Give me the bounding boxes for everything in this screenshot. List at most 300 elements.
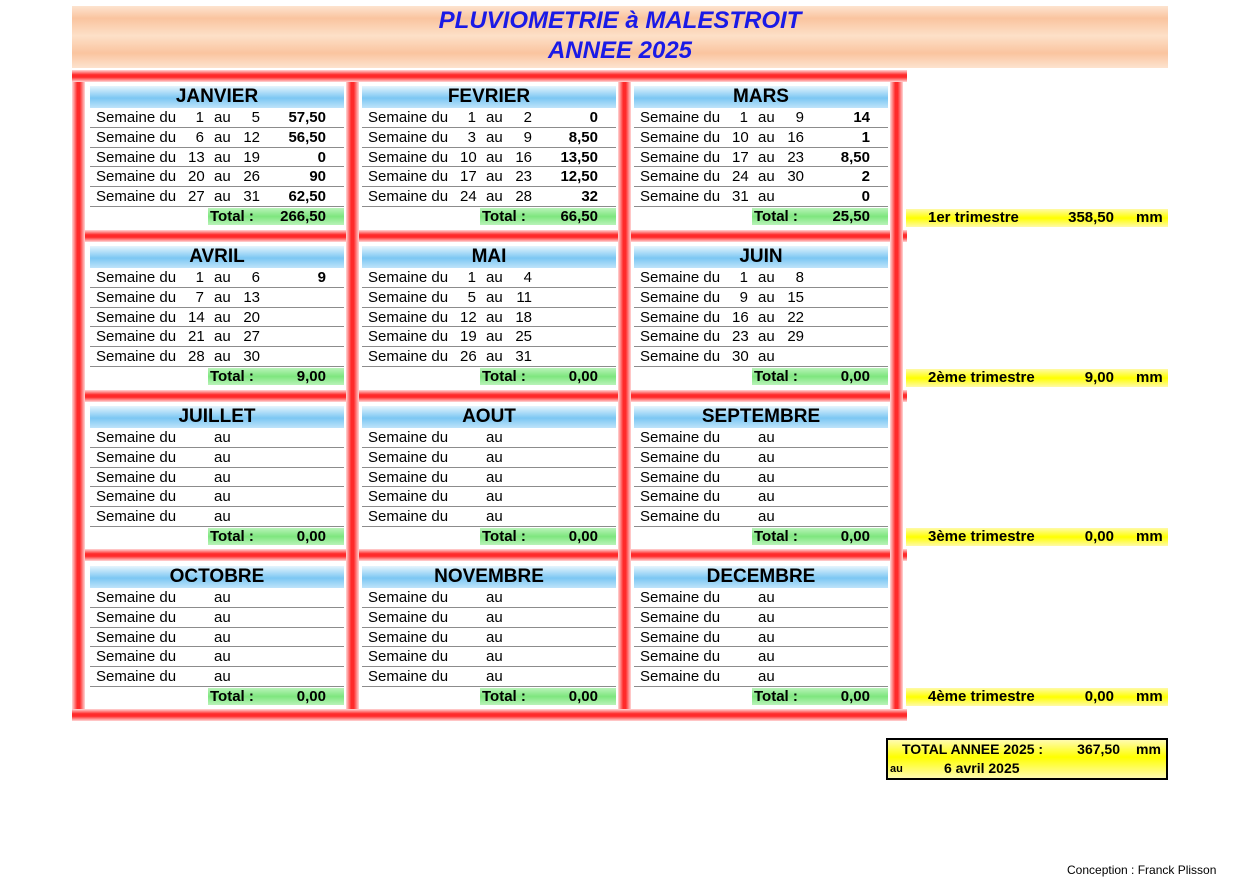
month-total-value: 0,00 xyxy=(840,527,870,545)
week-rainfall-value: 90 xyxy=(309,168,326,186)
frame-horizontal-bar xyxy=(72,70,907,82)
week-label: Semaine du xyxy=(640,288,721,306)
week-label: Semaine du xyxy=(96,269,177,286)
week-to-day: 29 xyxy=(787,328,804,346)
week-label: Semaine du xyxy=(96,308,177,326)
trimestre-row xyxy=(906,528,1168,546)
week-label: Semaine du xyxy=(368,308,449,326)
week-to-day: 23 xyxy=(787,148,804,166)
week-au: au xyxy=(758,308,775,326)
trimestre-label: 3ème trimestre xyxy=(928,528,1035,545)
week-rainfall-value: 12,50 xyxy=(560,168,598,186)
week-row xyxy=(362,327,616,347)
month-total-row xyxy=(362,687,616,706)
month-total-row xyxy=(362,527,616,546)
week-label: Semaine du xyxy=(368,608,449,626)
week-label: Semaine du xyxy=(96,608,177,626)
week-label: Semaine du xyxy=(640,128,721,146)
week-au: au xyxy=(758,269,775,286)
frame-vertical-bar xyxy=(890,82,903,709)
week-to-day: 4 xyxy=(523,269,532,286)
trimestre-label: 1er trimestre xyxy=(928,209,1019,226)
week-from-day: 19 xyxy=(460,328,477,346)
week-row xyxy=(362,167,616,187)
week-rainfall-value: 13,50 xyxy=(560,148,598,166)
week-au: au xyxy=(214,109,231,126)
week-row xyxy=(362,468,616,488)
month-name: AOUT xyxy=(362,406,616,428)
month-total-label: Total : xyxy=(754,207,798,225)
week-from-day: 28 xyxy=(188,348,205,366)
week-au: au xyxy=(214,448,231,466)
week-au: au xyxy=(486,448,503,466)
week-au: au xyxy=(214,648,231,666)
month-name: OCTOBRE xyxy=(90,566,344,588)
month-total-value: 266,50 xyxy=(280,207,326,225)
week-row xyxy=(634,187,888,207)
month-block xyxy=(634,566,888,706)
week-from-day: 20 xyxy=(188,168,205,186)
week-from-day: 23 xyxy=(732,328,749,346)
week-row xyxy=(362,647,616,667)
week-au: au xyxy=(214,348,231,366)
month-total-value: 9,00 xyxy=(296,367,326,385)
month-name: JUILLET xyxy=(90,406,344,428)
week-to-day: 5 xyxy=(251,109,260,126)
week-label: Semaine du xyxy=(368,348,449,366)
week-label: Semaine du xyxy=(640,488,721,506)
week-label: Semaine du xyxy=(640,448,721,466)
month-total-row xyxy=(634,367,888,386)
week-row xyxy=(362,487,616,507)
week-row xyxy=(634,647,888,667)
week-rainfall-value: 0 xyxy=(861,188,870,206)
week-label: Semaine du xyxy=(96,468,177,486)
trimestre-unit: mm xyxy=(1136,369,1163,386)
page-subtitle-year: ANNEE 2025 xyxy=(547,37,693,64)
month-name: SEPTEMBRE xyxy=(634,406,888,428)
week-row xyxy=(634,268,888,288)
week-row xyxy=(362,288,616,308)
week-row xyxy=(362,588,616,608)
week-row xyxy=(90,507,344,527)
week-row xyxy=(90,347,344,367)
week-row xyxy=(362,628,616,648)
week-row xyxy=(90,288,344,308)
week-au: au xyxy=(758,508,775,526)
week-from-day: 17 xyxy=(460,168,477,186)
week-rainfall-value: 32 xyxy=(581,188,598,206)
week-label: Semaine du xyxy=(640,188,721,206)
trimestre-row xyxy=(906,209,1168,227)
month-total-value: 0,00 xyxy=(568,527,598,545)
week-row xyxy=(90,187,344,207)
week-from-day: 24 xyxy=(732,168,749,186)
week-au: au xyxy=(486,168,503,186)
week-row xyxy=(634,507,888,527)
week-to-day: 20 xyxy=(243,308,260,326)
week-row xyxy=(634,347,888,367)
week-from-day: 10 xyxy=(460,148,477,166)
month-block xyxy=(90,566,344,706)
week-to-day: 28 xyxy=(515,188,532,206)
week-row xyxy=(90,628,344,648)
week-label: Semaine du xyxy=(96,448,177,466)
week-au: au xyxy=(486,328,503,346)
week-from-day: 1 xyxy=(195,109,204,126)
week-from-day: 10 xyxy=(732,128,749,146)
week-au: au xyxy=(486,148,503,166)
month-name: AVRIL xyxy=(90,246,344,268)
week-au: au xyxy=(758,429,775,446)
week-label: Semaine du xyxy=(96,328,177,346)
week-row xyxy=(634,308,888,328)
week-from-day: 16 xyxy=(732,308,749,326)
week-au: au xyxy=(214,269,231,286)
week-from-day: 1 xyxy=(467,109,476,126)
week-label: Semaine du xyxy=(368,128,449,146)
week-au: au xyxy=(214,608,231,626)
week-au: au xyxy=(758,188,775,206)
month-total-value: 0,00 xyxy=(568,367,598,385)
page-title: PLUVIOMETRIE à MALESTROIT xyxy=(438,7,802,34)
week-to-day: 26 xyxy=(243,168,260,186)
week-au: au xyxy=(758,448,775,466)
week-au: au xyxy=(214,668,231,686)
week-to-day: 11 xyxy=(516,288,532,306)
month-total-row xyxy=(90,527,344,546)
month-total-label: Total : xyxy=(754,527,798,545)
trimestre-unit: mm xyxy=(1136,209,1163,226)
week-row xyxy=(634,288,888,308)
month-name: NOVEMBRE xyxy=(362,566,616,588)
week-row xyxy=(362,667,616,687)
week-row xyxy=(634,167,888,187)
week-label: Semaine du xyxy=(368,448,449,466)
week-from-day: 24 xyxy=(460,188,477,206)
week-label: Semaine du xyxy=(640,608,721,626)
month-total-label: Total : xyxy=(754,367,798,385)
week-au: au xyxy=(214,628,231,646)
week-au: au xyxy=(758,608,775,626)
week-label: Semaine du xyxy=(96,148,177,166)
week-row xyxy=(362,608,616,628)
trimestre-value: 358,50 xyxy=(1068,209,1114,226)
week-row xyxy=(634,667,888,687)
annual-total-date: 6 avril 2025 xyxy=(944,760,1020,776)
week-to-day: 22 xyxy=(787,308,804,326)
month-name: MAI xyxy=(362,246,616,268)
month-block xyxy=(634,406,888,546)
week-au: au xyxy=(758,628,775,646)
week-label: Semaine du xyxy=(640,348,721,366)
frame-vertical-bar xyxy=(618,82,631,709)
week-to-day: 19 xyxy=(243,148,260,166)
month-name: MARS xyxy=(634,86,888,108)
week-label: Semaine du xyxy=(368,168,449,186)
month-total-value: 0,00 xyxy=(840,367,870,385)
week-au: au xyxy=(214,288,231,306)
week-label: Semaine du xyxy=(96,109,177,126)
annual-total-value: 367,50 xyxy=(1077,741,1120,757)
week-row xyxy=(362,108,616,128)
month-total-value: 0,00 xyxy=(296,527,326,545)
week-rainfall-value: 14 xyxy=(853,109,870,126)
frame-vertical-bar xyxy=(346,82,359,709)
week-label: Semaine du xyxy=(368,269,449,286)
week-au: au xyxy=(214,589,231,606)
week-from-day: 12 xyxy=(460,308,477,326)
month-total-label: Total : xyxy=(482,207,526,225)
week-row xyxy=(634,608,888,628)
week-label: Semaine du xyxy=(368,328,449,346)
week-to-day: 13 xyxy=(243,288,260,306)
week-label: Semaine du xyxy=(640,468,721,486)
week-row xyxy=(634,128,888,148)
week-label: Semaine du xyxy=(96,589,177,606)
month-total-value: 0,00 xyxy=(568,687,598,705)
week-label: Semaine du xyxy=(368,148,449,166)
week-au: au xyxy=(214,148,231,166)
week-row xyxy=(634,148,888,168)
week-rainfall-value: 0 xyxy=(317,148,326,166)
week-au: au xyxy=(214,468,231,486)
week-row xyxy=(90,647,344,667)
week-from-day: 9 xyxy=(739,288,748,306)
month-total-value: 25,50 xyxy=(832,207,870,225)
week-label: Semaine du xyxy=(96,168,177,186)
week-row xyxy=(90,588,344,608)
week-to-day: 15 xyxy=(787,288,804,306)
month-name: JUIN xyxy=(634,246,888,268)
week-au: au xyxy=(214,488,231,506)
week-au: au xyxy=(486,128,503,146)
week-au: au xyxy=(758,148,775,166)
week-au: au xyxy=(486,589,503,606)
week-au: au xyxy=(486,429,503,446)
week-row xyxy=(90,608,344,628)
week-row xyxy=(362,507,616,527)
week-rainfall-value: 0 xyxy=(589,109,598,126)
week-au: au xyxy=(486,608,503,626)
week-label: Semaine du xyxy=(368,288,449,306)
week-row xyxy=(634,108,888,128)
week-label: Semaine du xyxy=(640,589,721,606)
week-label: Semaine du xyxy=(96,668,177,686)
month-block xyxy=(90,406,344,546)
week-to-day: 30 xyxy=(787,168,804,186)
week-row xyxy=(90,268,344,288)
week-to-day: 9 xyxy=(523,128,532,146)
week-au: au xyxy=(758,648,775,666)
week-row xyxy=(90,308,344,328)
week-label: Semaine du xyxy=(640,648,721,666)
week-from-day: 1 xyxy=(195,269,204,286)
week-row xyxy=(90,128,344,148)
week-row xyxy=(634,588,888,608)
week-au: au xyxy=(758,348,775,366)
month-total-label: Total : xyxy=(210,687,254,705)
week-au: au xyxy=(486,109,503,126)
week-au: au xyxy=(486,288,503,306)
week-from-day: 30 xyxy=(732,348,749,366)
month-total-row xyxy=(362,367,616,386)
week-label: Semaine du xyxy=(640,668,721,686)
month-total-row xyxy=(634,207,888,226)
week-label: Semaine du xyxy=(368,468,449,486)
week-label: Semaine du xyxy=(368,668,449,686)
week-row xyxy=(634,468,888,488)
trimestre-row xyxy=(906,369,1168,387)
week-row xyxy=(362,428,616,448)
week-to-day: 12 xyxy=(243,128,260,146)
week-row xyxy=(634,628,888,648)
week-au: au xyxy=(214,429,231,446)
week-rainfall-value: 62,50 xyxy=(288,188,326,206)
week-au: au xyxy=(758,468,775,486)
week-to-day: 6 xyxy=(251,269,260,286)
week-from-day: 26 xyxy=(460,348,477,366)
week-row xyxy=(362,187,616,207)
week-label: Semaine du xyxy=(640,429,721,446)
week-row xyxy=(90,148,344,168)
week-from-day: 14 xyxy=(188,308,205,326)
week-au: au xyxy=(214,328,231,346)
week-au: au xyxy=(758,128,775,146)
annual-total-au: au xyxy=(890,763,903,775)
week-au: au xyxy=(758,589,775,606)
week-label: Semaine du xyxy=(96,648,177,666)
week-row xyxy=(90,167,344,187)
week-au: au xyxy=(486,648,503,666)
week-to-day: 31 xyxy=(515,348,532,366)
week-to-day: 9 xyxy=(795,109,804,126)
month-total-label: Total : xyxy=(754,687,798,705)
week-row xyxy=(634,428,888,448)
week-to-day: 25 xyxy=(515,328,532,346)
month-total-row xyxy=(90,207,344,226)
week-to-day: 30 xyxy=(243,348,260,366)
frame-horizontal-bar xyxy=(72,709,907,721)
week-from-day: 1 xyxy=(467,269,476,286)
month-block xyxy=(90,86,344,226)
frame-vertical-bar xyxy=(72,82,85,709)
week-row xyxy=(362,448,616,468)
week-row xyxy=(362,148,616,168)
week-from-day: 13 xyxy=(188,148,205,166)
trimestre-value: 0,00 xyxy=(1084,688,1114,705)
week-rainfall-value: 1 xyxy=(861,128,870,146)
week-to-day: 16 xyxy=(787,128,804,146)
week-au: au xyxy=(758,668,775,686)
week-au: au xyxy=(486,188,503,206)
month-total-label: Total : xyxy=(482,367,526,385)
week-rainfall-value: 2 xyxy=(861,168,870,186)
week-row xyxy=(90,667,344,687)
month-block xyxy=(634,86,888,226)
week-au: au xyxy=(214,188,231,206)
week-au: au xyxy=(758,109,775,126)
month-block xyxy=(362,406,616,546)
week-rainfall-value: 57,50 xyxy=(288,109,326,126)
trimestre-value: 9,00 xyxy=(1084,369,1114,386)
week-to-day: 8 xyxy=(795,269,804,286)
week-label: Semaine du xyxy=(640,269,721,286)
month-total-row xyxy=(90,367,344,386)
week-au: au xyxy=(486,508,503,526)
annual-total-box xyxy=(886,738,1168,780)
week-label: Semaine du xyxy=(640,508,721,526)
week-row xyxy=(362,128,616,148)
week-from-day: 17 xyxy=(732,148,749,166)
week-label: Semaine du xyxy=(368,109,449,126)
week-from-day: 21 xyxy=(188,328,205,346)
month-block xyxy=(90,246,344,386)
month-total-label: Total : xyxy=(482,527,526,545)
week-label: Semaine du xyxy=(96,188,177,206)
week-label: Semaine du xyxy=(96,508,177,526)
week-label: Semaine du xyxy=(640,328,721,346)
week-label: Semaine du xyxy=(640,168,721,186)
week-row xyxy=(90,448,344,468)
week-from-day: 7 xyxy=(195,288,204,306)
week-au: au xyxy=(486,348,503,366)
week-label: Semaine du xyxy=(368,589,449,606)
week-to-day: 16 xyxy=(515,148,532,166)
week-rainfall-value: 8,50 xyxy=(568,128,598,146)
month-total-row xyxy=(634,687,888,706)
trimestre-label: 4ème trimestre xyxy=(928,688,1035,705)
month-total-label: Total : xyxy=(210,367,254,385)
week-au: au xyxy=(758,288,775,306)
week-from-day: 3 xyxy=(467,128,476,146)
week-label: Semaine du xyxy=(640,109,721,126)
week-from-day: 31 xyxy=(732,188,749,206)
week-au: au xyxy=(758,328,775,346)
month-block xyxy=(362,566,616,706)
week-au: au xyxy=(214,308,231,326)
week-label: Semaine du xyxy=(368,488,449,506)
week-row xyxy=(90,428,344,448)
month-total-value: 66,50 xyxy=(560,207,598,225)
month-total-value: 0,00 xyxy=(840,687,870,705)
trimestre-label: 2ème trimestre xyxy=(928,369,1035,386)
week-to-day: 18 xyxy=(515,308,532,326)
week-label: Semaine du xyxy=(368,648,449,666)
week-label: Semaine du xyxy=(96,628,177,646)
trimestre-value: 0,00 xyxy=(1084,528,1114,545)
credit-text: Conception : Franck Plisson xyxy=(1067,863,1217,877)
week-au: au xyxy=(214,508,231,526)
month-block xyxy=(362,86,616,226)
trimestre-unit: mm xyxy=(1136,688,1163,705)
month-name: FEVRIER xyxy=(362,86,616,108)
week-row xyxy=(634,487,888,507)
week-to-day: 2 xyxy=(523,109,532,126)
week-au: au xyxy=(486,269,503,286)
week-to-day: 31 xyxy=(243,188,260,206)
week-rainfall-value: 8,50 xyxy=(840,148,870,166)
week-au: au xyxy=(758,488,775,506)
week-from-day: 6 xyxy=(195,128,204,146)
trimestre-row xyxy=(906,688,1168,706)
week-from-day: 27 xyxy=(188,188,205,206)
month-total-row xyxy=(362,207,616,226)
week-label: Semaine du xyxy=(640,628,721,646)
week-au: au xyxy=(486,308,503,326)
week-au: au xyxy=(486,668,503,686)
week-label: Semaine du xyxy=(640,148,721,166)
